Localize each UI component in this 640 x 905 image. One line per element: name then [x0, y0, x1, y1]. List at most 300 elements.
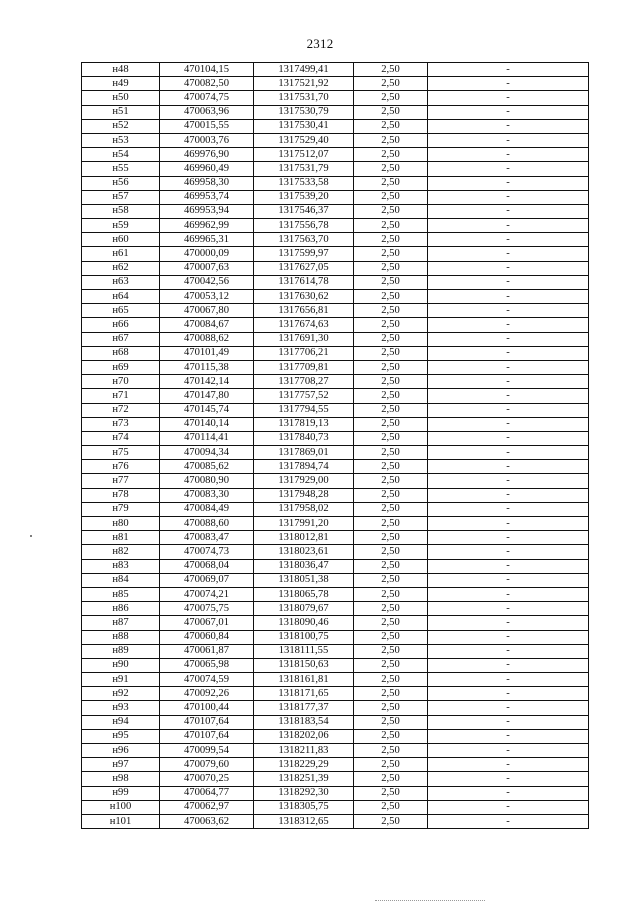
- accuracy-cell: 2,50: [354, 545, 428, 559]
- table-row: [82, 531, 589, 545]
- accuracy-cell: 2,50: [354, 403, 428, 417]
- accuracy-cell: 2,50: [354, 446, 428, 460]
- table-row: [82, 261, 589, 275]
- x-coordinate-cell: 470042,56: [160, 275, 254, 289]
- accuracy-cell: 2,50: [354, 814, 428, 828]
- accuracy-cell: 2,50: [354, 176, 428, 190]
- x-coordinate-cell: 470115,38: [160, 360, 254, 374]
- description-cell: -: [428, 247, 589, 261]
- y-coordinate-cell: 1317539,20: [254, 190, 354, 204]
- point-id-cell: н49: [82, 77, 160, 91]
- x-coordinate-cell: 470075,75: [160, 602, 254, 616]
- y-coordinate-cell: 1317929,00: [254, 474, 354, 488]
- description-cell: -: [428, 630, 589, 644]
- point-id-cell: н85: [82, 587, 160, 601]
- point-id-cell: н48: [82, 63, 160, 77]
- description-cell: -: [428, 360, 589, 374]
- table-row: [82, 744, 589, 758]
- y-coordinate-cell: 1317656,81: [254, 304, 354, 318]
- description-cell: -: [428, 474, 589, 488]
- description-cell: -: [428, 644, 589, 658]
- y-coordinate-cell: 1318251,39: [254, 772, 354, 786]
- table-row: [82, 403, 589, 417]
- description-cell: -: [428, 119, 589, 133]
- table-row: [82, 162, 589, 176]
- accuracy-cell: 2,50: [354, 644, 428, 658]
- table-row: [82, 431, 589, 445]
- table-row: [82, 91, 589, 105]
- table-row: [82, 446, 589, 460]
- table-row: [82, 148, 589, 162]
- description-cell: -: [428, 162, 589, 176]
- x-coordinate-cell: 470100,44: [160, 701, 254, 715]
- x-coordinate-cell: 470070,25: [160, 772, 254, 786]
- point-id-cell: н77: [82, 474, 160, 488]
- accuracy-cell: 2,50: [354, 687, 428, 701]
- accuracy-cell: 2,50: [354, 658, 428, 672]
- x-coordinate-cell: 470082,50: [160, 77, 254, 91]
- description-cell: -: [428, 417, 589, 431]
- x-coordinate-cell: 470007,63: [160, 261, 254, 275]
- x-coordinate-cell: 470003,76: [160, 133, 254, 147]
- accuracy-cell: 2,50: [354, 758, 428, 772]
- x-coordinate-cell: 469960,49: [160, 162, 254, 176]
- y-coordinate-cell: 1318079,67: [254, 602, 354, 616]
- table-row: [82, 729, 589, 743]
- point-id-cell: н89: [82, 644, 160, 658]
- accuracy-cell: 2,50: [354, 290, 428, 304]
- x-coordinate-cell: 470067,80: [160, 304, 254, 318]
- accuracy-cell: 2,50: [354, 488, 428, 502]
- accuracy-cell: 2,50: [354, 616, 428, 630]
- table-row: [82, 715, 589, 729]
- y-coordinate-cell: 1317708,27: [254, 375, 354, 389]
- accuracy-cell: 2,50: [354, 219, 428, 233]
- y-coordinate-cell: 1317530,41: [254, 119, 354, 133]
- description-cell: -: [428, 744, 589, 758]
- table-row: [82, 105, 589, 119]
- point-id-cell: н71: [82, 389, 160, 403]
- x-coordinate-cell: 470063,96: [160, 105, 254, 119]
- x-coordinate-cell: 470083,47: [160, 531, 254, 545]
- y-coordinate-cell: 1318312,65: [254, 814, 354, 828]
- point-id-cell: н75: [82, 446, 160, 460]
- description-cell: -: [428, 460, 589, 474]
- accuracy-cell: 2,50: [354, 318, 428, 332]
- description-cell: -: [428, 602, 589, 616]
- accuracy-cell: 2,50: [354, 417, 428, 431]
- point-id-cell: н81: [82, 531, 160, 545]
- accuracy-cell: 2,50: [354, 531, 428, 545]
- accuracy-cell: 2,50: [354, 190, 428, 204]
- point-id-cell: н86: [82, 602, 160, 616]
- description-cell: -: [428, 446, 589, 460]
- x-coordinate-cell: 470114,41: [160, 431, 254, 445]
- description-cell: -: [428, 687, 589, 701]
- description-cell: -: [428, 559, 589, 573]
- point-id-cell: н93: [82, 701, 160, 715]
- point-id-cell: н58: [82, 204, 160, 218]
- point-id-cell: н83: [82, 559, 160, 573]
- table-row: [82, 800, 589, 814]
- point-id-cell: н74: [82, 431, 160, 445]
- x-coordinate-cell: 470060,84: [160, 630, 254, 644]
- table-row: [82, 119, 589, 133]
- description-cell: -: [428, 105, 589, 119]
- accuracy-cell: 2,50: [354, 772, 428, 786]
- x-coordinate-cell: 469965,31: [160, 233, 254, 247]
- x-coordinate-cell: 470074,21: [160, 587, 254, 601]
- description-cell: -: [428, 233, 589, 247]
- scan-artifact-line: [375, 900, 485, 902]
- description-cell: -: [428, 346, 589, 360]
- y-coordinate-cell: 1317869,01: [254, 446, 354, 460]
- description-cell: -: [428, 431, 589, 445]
- scan-speck: [30, 535, 32, 537]
- y-coordinate-cell: 1318150,63: [254, 658, 354, 672]
- y-coordinate-cell: 1317794,55: [254, 403, 354, 417]
- accuracy-cell: 2,50: [354, 559, 428, 573]
- point-id-cell: н54: [82, 148, 160, 162]
- accuracy-cell: 2,50: [354, 673, 428, 687]
- description-cell: -: [428, 219, 589, 233]
- y-coordinate-cell: 1317958,02: [254, 502, 354, 516]
- table-row: [82, 786, 589, 800]
- x-coordinate-cell: 470088,60: [160, 517, 254, 531]
- table-row: [82, 389, 589, 403]
- x-coordinate-cell: 470107,64: [160, 729, 254, 743]
- point-id-cell: н90: [82, 658, 160, 672]
- description-cell: -: [428, 673, 589, 687]
- description-cell: -: [428, 814, 589, 828]
- x-coordinate-cell: 470063,62: [160, 814, 254, 828]
- x-coordinate-cell: 470084,49: [160, 502, 254, 516]
- description-cell: -: [428, 332, 589, 346]
- y-coordinate-cell: 1317674,63: [254, 318, 354, 332]
- y-coordinate-cell: 1317948,28: [254, 488, 354, 502]
- x-coordinate-cell: 469962,99: [160, 219, 254, 233]
- description-cell: -: [428, 290, 589, 304]
- y-coordinate-cell: 1318012,81: [254, 531, 354, 545]
- description-cell: -: [428, 729, 589, 743]
- point-id-cell: н73: [82, 417, 160, 431]
- description-cell: -: [428, 701, 589, 715]
- accuracy-cell: 2,50: [354, 630, 428, 644]
- point-id-cell: н51: [82, 105, 160, 119]
- accuracy-cell: 2,50: [354, 587, 428, 601]
- y-coordinate-cell: 1317627,05: [254, 261, 354, 275]
- coordinates-table: [81, 62, 589, 829]
- description-cell: -: [428, 545, 589, 559]
- description-cell: -: [428, 133, 589, 147]
- x-coordinate-cell: 470083,30: [160, 488, 254, 502]
- table-row: [82, 772, 589, 786]
- table-row: [82, 190, 589, 204]
- x-coordinate-cell: 469976,90: [160, 148, 254, 162]
- point-id-cell: н96: [82, 744, 160, 758]
- point-id-cell: н69: [82, 360, 160, 374]
- table-row: [82, 63, 589, 77]
- accuracy-cell: 2,50: [354, 275, 428, 289]
- y-coordinate-cell: 1317546,37: [254, 204, 354, 218]
- x-coordinate-cell: 470069,07: [160, 573, 254, 587]
- accuracy-cell: 2,50: [354, 389, 428, 403]
- x-coordinate-cell: 470142,14: [160, 375, 254, 389]
- accuracy-cell: 2,50: [354, 701, 428, 715]
- accuracy-cell: 2,50: [354, 304, 428, 318]
- point-id-cell: н59: [82, 219, 160, 233]
- x-coordinate-cell: 470107,64: [160, 715, 254, 729]
- accuracy-cell: 2,50: [354, 573, 428, 587]
- table-row: [82, 602, 589, 616]
- table-row: [82, 176, 589, 190]
- point-id-cell: н100: [82, 800, 160, 814]
- x-coordinate-cell: 470092,26: [160, 687, 254, 701]
- table-row: [82, 517, 589, 531]
- table-row: [82, 417, 589, 431]
- point-id-cell: н65: [82, 304, 160, 318]
- point-id-cell: н82: [82, 545, 160, 559]
- y-coordinate-cell: 1318183,54: [254, 715, 354, 729]
- table-row: [82, 758, 589, 772]
- y-coordinate-cell: 1317691,30: [254, 332, 354, 346]
- accuracy-cell: 2,50: [354, 360, 428, 374]
- table-row: [82, 304, 589, 318]
- table-row: [82, 658, 589, 672]
- table-row: [82, 502, 589, 516]
- y-coordinate-cell: 1317894,74: [254, 460, 354, 474]
- x-coordinate-cell: 470104,15: [160, 63, 254, 77]
- point-id-cell: н66: [82, 318, 160, 332]
- x-coordinate-cell: 470074,75: [160, 91, 254, 105]
- point-id-cell: н97: [82, 758, 160, 772]
- point-id-cell: н56: [82, 176, 160, 190]
- point-id-cell: н88: [82, 630, 160, 644]
- table-row: [82, 701, 589, 715]
- table-row: [82, 673, 589, 687]
- description-cell: -: [428, 261, 589, 275]
- x-coordinate-cell: 470094,34: [160, 446, 254, 460]
- x-coordinate-cell: 470074,73: [160, 545, 254, 559]
- x-coordinate-cell: 470085,62: [160, 460, 254, 474]
- page-number: 2312: [306, 36, 334, 51]
- y-coordinate-cell: 1317840,73: [254, 431, 354, 445]
- y-coordinate-cell: 1318100,75: [254, 630, 354, 644]
- y-coordinate-cell: 1317991,20: [254, 517, 354, 531]
- y-coordinate-cell: 1318211,83: [254, 744, 354, 758]
- y-coordinate-cell: 1318229,29: [254, 758, 354, 772]
- accuracy-cell: 2,50: [354, 517, 428, 531]
- table-row: [82, 545, 589, 559]
- point-id-cell: н99: [82, 786, 160, 800]
- x-coordinate-cell: 470099,54: [160, 744, 254, 758]
- table-row: [82, 204, 589, 218]
- point-id-cell: н67: [82, 332, 160, 346]
- y-coordinate-cell: 1317709,81: [254, 360, 354, 374]
- description-cell: -: [428, 616, 589, 630]
- table-row: [82, 290, 589, 304]
- accuracy-cell: 2,50: [354, 602, 428, 616]
- point-id-cell: н61: [82, 247, 160, 261]
- x-coordinate-cell: 470068,04: [160, 559, 254, 573]
- table-row: [82, 77, 589, 91]
- accuracy-cell: 2,50: [354, 715, 428, 729]
- y-coordinate-cell: 1318090,46: [254, 616, 354, 630]
- accuracy-cell: 2,50: [354, 729, 428, 743]
- x-coordinate-cell: 470000,09: [160, 247, 254, 261]
- x-coordinate-cell: 470140,14: [160, 417, 254, 431]
- x-coordinate-cell: 470061,87: [160, 644, 254, 658]
- accuracy-cell: 2,50: [354, 460, 428, 474]
- point-id-cell: н95: [82, 729, 160, 743]
- table-row: [82, 488, 589, 502]
- description-cell: -: [428, 573, 589, 587]
- table-row: [82, 332, 589, 346]
- accuracy-cell: 2,50: [354, 105, 428, 119]
- point-id-cell: н98: [82, 772, 160, 786]
- y-coordinate-cell: 1318111,55: [254, 644, 354, 658]
- y-coordinate-cell: 1318036,47: [254, 559, 354, 573]
- table-row: [82, 346, 589, 360]
- y-coordinate-cell: 1317531,79: [254, 162, 354, 176]
- description-cell: -: [428, 488, 589, 502]
- point-id-cell: н53: [82, 133, 160, 147]
- y-coordinate-cell: 1317599,97: [254, 247, 354, 261]
- point-id-cell: н63: [82, 275, 160, 289]
- x-coordinate-cell: 469953,94: [160, 204, 254, 218]
- y-coordinate-cell: 1317563,70: [254, 233, 354, 247]
- description-cell: -: [428, 531, 589, 545]
- accuracy-cell: 2,50: [354, 162, 428, 176]
- description-cell: -: [428, 389, 589, 403]
- description-cell: -: [428, 91, 589, 105]
- point-id-cell: н50: [82, 91, 160, 105]
- y-coordinate-cell: 1318161,81: [254, 673, 354, 687]
- x-coordinate-cell: 470084,67: [160, 318, 254, 332]
- table-row: [82, 630, 589, 644]
- table-row: [82, 460, 589, 474]
- description-cell: -: [428, 403, 589, 417]
- y-coordinate-cell: 1318171,65: [254, 687, 354, 701]
- accuracy-cell: 2,50: [354, 744, 428, 758]
- table-row: [82, 375, 589, 389]
- description-cell: -: [428, 63, 589, 77]
- description-cell: -: [428, 800, 589, 814]
- description-cell: -: [428, 517, 589, 531]
- y-coordinate-cell: 1317529,40: [254, 133, 354, 147]
- accuracy-cell: 2,50: [354, 133, 428, 147]
- point-id-cell: н79: [82, 502, 160, 516]
- point-id-cell: н62: [82, 261, 160, 275]
- x-coordinate-cell: 470101,49: [160, 346, 254, 360]
- y-coordinate-cell: 1317556,78: [254, 219, 354, 233]
- y-coordinate-cell: 1317757,52: [254, 389, 354, 403]
- point-id-cell: н101: [82, 814, 160, 828]
- table-row: [82, 219, 589, 233]
- description-cell: -: [428, 275, 589, 289]
- accuracy-cell: 2,50: [354, 91, 428, 105]
- table-row: [82, 474, 589, 488]
- x-coordinate-cell: 470064,77: [160, 786, 254, 800]
- point-id-cell: н70: [82, 375, 160, 389]
- y-coordinate-cell: 1318202,06: [254, 729, 354, 743]
- point-id-cell: н52: [82, 119, 160, 133]
- x-coordinate-cell: 470053,12: [160, 290, 254, 304]
- x-coordinate-cell: 470147,80: [160, 389, 254, 403]
- description-cell: -: [428, 658, 589, 672]
- point-id-cell: н55: [82, 162, 160, 176]
- table-row: [82, 233, 589, 247]
- y-coordinate-cell: 1318177,37: [254, 701, 354, 715]
- accuracy-cell: 2,50: [354, 786, 428, 800]
- table-row: [82, 247, 589, 261]
- x-coordinate-cell: 470145,74: [160, 403, 254, 417]
- point-id-cell: н94: [82, 715, 160, 729]
- accuracy-cell: 2,50: [354, 204, 428, 218]
- accuracy-cell: 2,50: [354, 332, 428, 346]
- y-coordinate-cell: 1317499,41: [254, 63, 354, 77]
- table-row: [82, 616, 589, 630]
- x-coordinate-cell: 470015,55: [160, 119, 254, 133]
- y-coordinate-cell: 1318292,30: [254, 786, 354, 800]
- point-id-cell: н87: [82, 616, 160, 630]
- description-cell: -: [428, 204, 589, 218]
- accuracy-cell: 2,50: [354, 77, 428, 91]
- table-row: [82, 318, 589, 332]
- description-cell: -: [428, 77, 589, 91]
- accuracy-cell: 2,50: [354, 474, 428, 488]
- accuracy-cell: 2,50: [354, 63, 428, 77]
- description-cell: -: [428, 715, 589, 729]
- y-coordinate-cell: 1317512,07: [254, 148, 354, 162]
- y-coordinate-cell: 1317531,70: [254, 91, 354, 105]
- description-cell: -: [428, 176, 589, 190]
- table-row: [82, 587, 589, 601]
- x-coordinate-cell: 470065,98: [160, 658, 254, 672]
- y-coordinate-cell: 1317533,58: [254, 176, 354, 190]
- y-coordinate-cell: 1318051,38: [254, 573, 354, 587]
- point-id-cell: н91: [82, 673, 160, 687]
- accuracy-cell: 2,50: [354, 233, 428, 247]
- accuracy-cell: 2,50: [354, 247, 428, 261]
- description-cell: -: [428, 772, 589, 786]
- description-cell: -: [428, 318, 589, 332]
- point-id-cell: н80: [82, 517, 160, 531]
- table-row: [82, 559, 589, 573]
- x-coordinate-cell: 470080,90: [160, 474, 254, 488]
- accuracy-cell: 2,50: [354, 502, 428, 516]
- accuracy-cell: 2,50: [354, 800, 428, 814]
- table-row: [82, 275, 589, 289]
- accuracy-cell: 2,50: [354, 375, 428, 389]
- accuracy-cell: 2,50: [354, 346, 428, 360]
- y-coordinate-cell: 1318305,75: [254, 800, 354, 814]
- description-cell: -: [428, 502, 589, 516]
- x-coordinate-cell: 469958,30: [160, 176, 254, 190]
- y-coordinate-cell: 1317614,78: [254, 275, 354, 289]
- y-coordinate-cell: 1317819,13: [254, 417, 354, 431]
- point-id-cell: н57: [82, 190, 160, 204]
- point-id-cell: н78: [82, 488, 160, 502]
- table-row: [82, 573, 589, 587]
- point-id-cell: н64: [82, 290, 160, 304]
- table-row: [82, 687, 589, 701]
- description-cell: -: [428, 758, 589, 772]
- description-cell: -: [428, 375, 589, 389]
- accuracy-cell: 2,50: [354, 119, 428, 133]
- point-id-cell: н72: [82, 403, 160, 417]
- x-coordinate-cell: 470088,62: [160, 332, 254, 346]
